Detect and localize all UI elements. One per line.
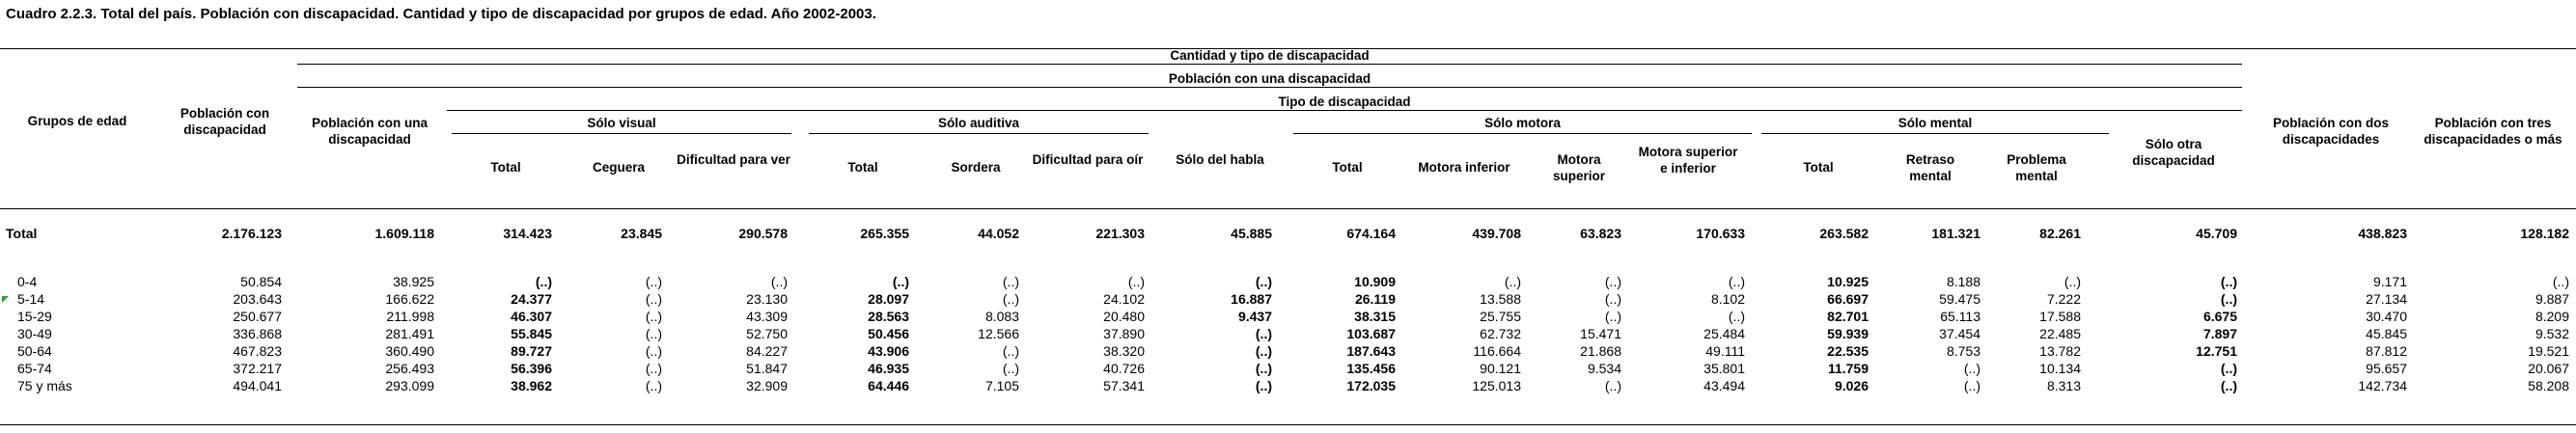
table-cell: 62.732 (1480, 326, 1521, 341)
table-cell: (..) (1127, 274, 1145, 289)
row-label: 5-14 (17, 291, 45, 307)
table-cell: (..) (1728, 309, 1745, 324)
table-cell: 23.130 (746, 291, 788, 307)
rule-motora (1293, 133, 1752, 134)
table-cell: 7.105 (984, 378, 1019, 393)
header-problema-mental: Problema mental (2007, 152, 2066, 183)
header-solo-auditiva: Sólo auditiva (937, 116, 1019, 130)
table-cell: 65.113 (1940, 309, 1980, 324)
header-solo-motora: Sólo motora (1484, 116, 1561, 130)
table-cell: 66.697 (1827, 291, 1869, 307)
table-cell: (..) (2064, 274, 2081, 289)
table-cell: 24.102 (1103, 291, 1145, 307)
header-poblacion-discapacidad: Población con discapacidad (180, 106, 270, 137)
table-cell: (..) (645, 361, 662, 376)
table-cell: 35.801 (1703, 361, 1745, 376)
header-cantidad-tipo: Cantidad y tipo de discapacidad (1170, 48, 1370, 63)
header-bottom-rule (0, 208, 2576, 209)
table-cell: 64.446 (868, 378, 909, 393)
table-cell: 55.845 (511, 326, 552, 341)
cell-comment-marker (2, 296, 9, 303)
rule-visual (452, 133, 791, 134)
table-cell: 52.750 (746, 326, 788, 341)
table-cell: 211.998 (386, 309, 434, 324)
table-cell: 1.609.118 (374, 226, 434, 241)
table-cell: (..) (892, 274, 909, 289)
table-cell: (..) (1255, 378, 1272, 393)
table-cell: 103.687 (1346, 326, 1396, 341)
table-cell: 12.566 (978, 326, 1019, 341)
table-cell: 263.582 (1819, 226, 1869, 241)
table-cell: (..) (1604, 274, 1621, 289)
table-cell: 290.578 (738, 226, 788, 241)
row-label: 30-49 (17, 326, 52, 341)
table-cell: 50.456 (868, 326, 909, 341)
table-cell: 9.437 (1237, 309, 1272, 324)
table-cell: 2.176.123 (221, 226, 282, 241)
header-mental-total: Total (1803, 160, 1834, 175)
header-solo-visual: Sólo visual (587, 116, 656, 130)
table-cell: 203.643 (233, 291, 282, 307)
table-cell: (..) (645, 326, 662, 341)
table-cell: (..) (535, 274, 552, 289)
table-cell: 8.313 (2046, 378, 2081, 393)
table-cell: (..) (2220, 291, 2237, 307)
table-cell: 57.341 (1103, 378, 1145, 393)
header-motora-inferior: Motora inferior (1418, 160, 1510, 175)
table-cell: (..) (2552, 274, 2569, 289)
table-cell: 360.490 (385, 343, 434, 359)
table-cell: 26.119 (1354, 291, 1396, 307)
table-cell: 13.782 (2039, 343, 2081, 359)
table-cell: 8.188 (1946, 274, 1980, 289)
table-cell: 15.471 (1580, 326, 1621, 341)
table-cell: 28.097 (868, 291, 909, 307)
header-ceguera: Ceguera (592, 160, 646, 175)
table-cell: 37.454 (1939, 326, 1980, 341)
table-cell: (..) (1728, 274, 1745, 289)
table-cell: 10.925 (1827, 274, 1869, 289)
table-cell: 10.909 (1354, 274, 1396, 289)
table-cell: (..) (2220, 361, 2237, 376)
table-cell: (..) (1963, 378, 1980, 393)
table-cell: (..) (645, 378, 662, 393)
table-cell: 21.868 (1580, 343, 1621, 359)
table-cell: 439.708 (1472, 226, 1521, 241)
table-cell: 281.491 (385, 326, 434, 341)
table-cell: 135.456 (1346, 361, 1396, 376)
table-cell: 82.261 (2039, 226, 2081, 241)
table-cell: 10.134 (2039, 361, 2081, 376)
table-cell: 6.675 (2202, 309, 2237, 324)
table-cell: 372.217 (233, 361, 282, 376)
table-cell: 46.935 (868, 361, 909, 376)
table-cell: 265.355 (860, 226, 909, 241)
table-cell: 9.171 (2372, 274, 2407, 289)
table-cell: 674.164 (1346, 226, 1396, 241)
table-cell: (..) (645, 274, 662, 289)
table-cell: 24.377 (511, 291, 552, 307)
header-pob-una: Población con una discapacidad (311, 116, 428, 147)
table-cell: (..) (1504, 274, 1521, 289)
table-cell: 22.485 (2039, 326, 2081, 341)
row-label: Total (6, 226, 38, 241)
table-cell: (..) (1255, 361, 1272, 376)
table-cell: 49.111 (1705, 343, 1745, 359)
table-cell: 84.227 (746, 343, 788, 359)
header-motora-total: Total (1332, 160, 1363, 175)
table-cell: 50.854 (240, 274, 282, 289)
table-cell: 128.182 (2520, 226, 2569, 241)
table-cell: 11.759 (1827, 361, 1869, 376)
table-cell: 181.321 (1931, 226, 1980, 241)
table-cell: 19.521 (2528, 343, 2569, 359)
table-cell: 51.847 (746, 361, 788, 376)
table-cell: 30.470 (2366, 309, 2407, 324)
table-cell: (..) (1255, 326, 1272, 341)
table-cell: 38.962 (511, 378, 552, 393)
row-label: 65-74 (17, 361, 52, 376)
table-cell: (..) (1002, 361, 1019, 376)
table-cell: 172.035 (1346, 378, 1396, 393)
table-cell: 28.563 (868, 309, 909, 324)
table-cell: 44.052 (978, 226, 1019, 241)
table-cell: 221.303 (1095, 226, 1145, 241)
table-cell: (..) (1604, 309, 1621, 324)
table-cell: 166.622 (385, 291, 434, 307)
table-cell: 27.134 (2366, 291, 2407, 307)
row-label: 75 y más (17, 378, 72, 393)
header-dificultad-oir: Dificultad para oír (1032, 152, 1144, 167)
table-cell: 9.026 (1834, 378, 1869, 393)
table-cell: (..) (1002, 274, 1019, 289)
header-motora-sup-inf: Motora superior e inferior (1638, 145, 1738, 176)
table-cell: 293.099 (385, 378, 434, 393)
rule-mental (1761, 133, 2109, 134)
table-cell: 7.897 (2202, 326, 2237, 341)
table-cell: 20.480 (1103, 309, 1145, 324)
table-cell: 43.494 (1703, 378, 1745, 393)
header-sordera: Sordera (951, 160, 1001, 175)
table-cell: (..) (1255, 343, 1272, 359)
table-cell: 40.726 (1103, 361, 1145, 376)
table-cell: 494.041 (233, 378, 282, 393)
header-solo-mental: Sólo mental (1897, 116, 1973, 130)
table-cell: (..) (1963, 361, 1980, 376)
table-cell: 438.823 (2358, 226, 2407, 241)
table-cell: 58.208 (2528, 378, 2569, 393)
bottom-rule (0, 424, 2576, 425)
table-cell: 95.657 (2366, 361, 2407, 376)
table-cell: 13.588 (1480, 291, 1521, 307)
table-cell: 32.909 (746, 378, 788, 393)
table-cell: 45.845 (2366, 326, 2407, 341)
table-cell: 45.885 (1231, 226, 1272, 241)
table-cell: 9.534 (1587, 361, 1621, 376)
header-dificultad-ver: Dificultad para ver (677, 152, 790, 167)
table-cell: 38.925 (393, 274, 434, 289)
table-cell: (..) (645, 309, 662, 324)
table-cell: 38.315 (1354, 309, 1396, 324)
table-cell: 43.906 (868, 343, 909, 359)
table-cell: (..) (1002, 343, 1019, 359)
header-dos: Población con dos discapacidades (2272, 116, 2389, 147)
header-tipo: Tipo de discapacidad (1278, 95, 1411, 109)
table-cell: 8.753 (1946, 343, 1980, 359)
table-cell: 16.887 (1231, 291, 1272, 307)
rule-auditiva (809, 133, 1149, 134)
table-cell: 82.701 (1827, 309, 1869, 324)
table-cell: 45.709 (2196, 226, 2237, 241)
table-cell: 59.939 (1827, 326, 1869, 341)
table-cell: 25.755 (1480, 309, 1521, 324)
table-cell: 467.823 (233, 343, 282, 359)
table-cell: 17.588 (2039, 309, 2081, 324)
table-cell: 37.890 (1103, 326, 1145, 341)
table-cell: 46.307 (511, 309, 552, 324)
table-cell: 12.751 (2196, 343, 2237, 359)
table-cell: (..) (2220, 274, 2237, 289)
table-cell: 8.209 (2534, 309, 2569, 324)
table-cell: (..) (645, 291, 662, 307)
table-cell: 9.532 (2534, 326, 2569, 341)
row-label: 15-29 (17, 309, 52, 324)
table-cell: 9.887 (2534, 291, 2569, 307)
table-cell: 7.222 (2046, 291, 2081, 307)
header-visual-total: Total (490, 160, 521, 175)
header-retraso-mental: Retraso mental (1905, 152, 1955, 183)
table-cell: (..) (645, 343, 662, 359)
table-cell: (..) (1002, 291, 1019, 307)
table-cell: 256.493 (385, 361, 434, 376)
table-cell: (..) (770, 274, 788, 289)
row-label: 0-4 (17, 274, 38, 289)
table-cell: 87.812 (2366, 343, 2407, 359)
table-cell: (..) (1255, 274, 1272, 289)
header-solo-otra: Sólo otra discapacidad (2132, 137, 2215, 168)
table-cell: 63.823 (1580, 226, 1621, 241)
table-cell: 59.475 (1939, 291, 1980, 307)
table-cell: 116.664 (1473, 343, 1521, 359)
header-grupos: Grupos de edad (27, 114, 127, 128)
table-cell: 90.121 (1480, 361, 1521, 376)
table-cell: 22.535 (1827, 343, 1869, 359)
table-cell: 20.067 (2528, 361, 2569, 376)
row-label: 50-64 (17, 343, 52, 359)
header-motora-superior: Motora superior (1552, 152, 1605, 183)
table-cell: 336.868 (233, 326, 282, 341)
table-cell: 314.423 (503, 226, 552, 241)
table-cell: (..) (2220, 378, 2237, 393)
table-cell: (..) (1604, 378, 1621, 393)
table-cell: 25.484 (1703, 326, 1745, 341)
table-cell: (..) (1604, 291, 1621, 307)
table-cell: 250.677 (233, 309, 282, 324)
table-cell: 8.102 (1710, 291, 1745, 307)
table-cell: 187.643 (1346, 343, 1396, 359)
header-una-discapacidad: Población con una discapacidad (1168, 71, 1371, 86)
table-cell: 56.396 (511, 361, 552, 376)
table-cell: 89.727 (511, 343, 552, 359)
table-cell: 142.734 (2358, 378, 2407, 393)
header-auditiva-total: Total (847, 160, 878, 175)
table-cell: 8.083 (984, 309, 1019, 324)
header-tres: Población con tres discapacidades o más (2424, 116, 2562, 147)
table-cell: 38.320 (1103, 343, 1145, 359)
table-cell: 23.845 (621, 226, 662, 241)
header-solo-habla: Sólo del habla (1176, 152, 1264, 167)
table-cell: 125.013 (1472, 378, 1521, 393)
table-title: Cuadro 2.2.3. Total del país. Población con discapacidad. Cantidad y tipo de discapacidad por grupos de edad. Año 2002-2003. (6, 6, 876, 22)
table-cell: 170.633 (1696, 226, 1745, 241)
table-cell: 43.309 (746, 309, 788, 324)
